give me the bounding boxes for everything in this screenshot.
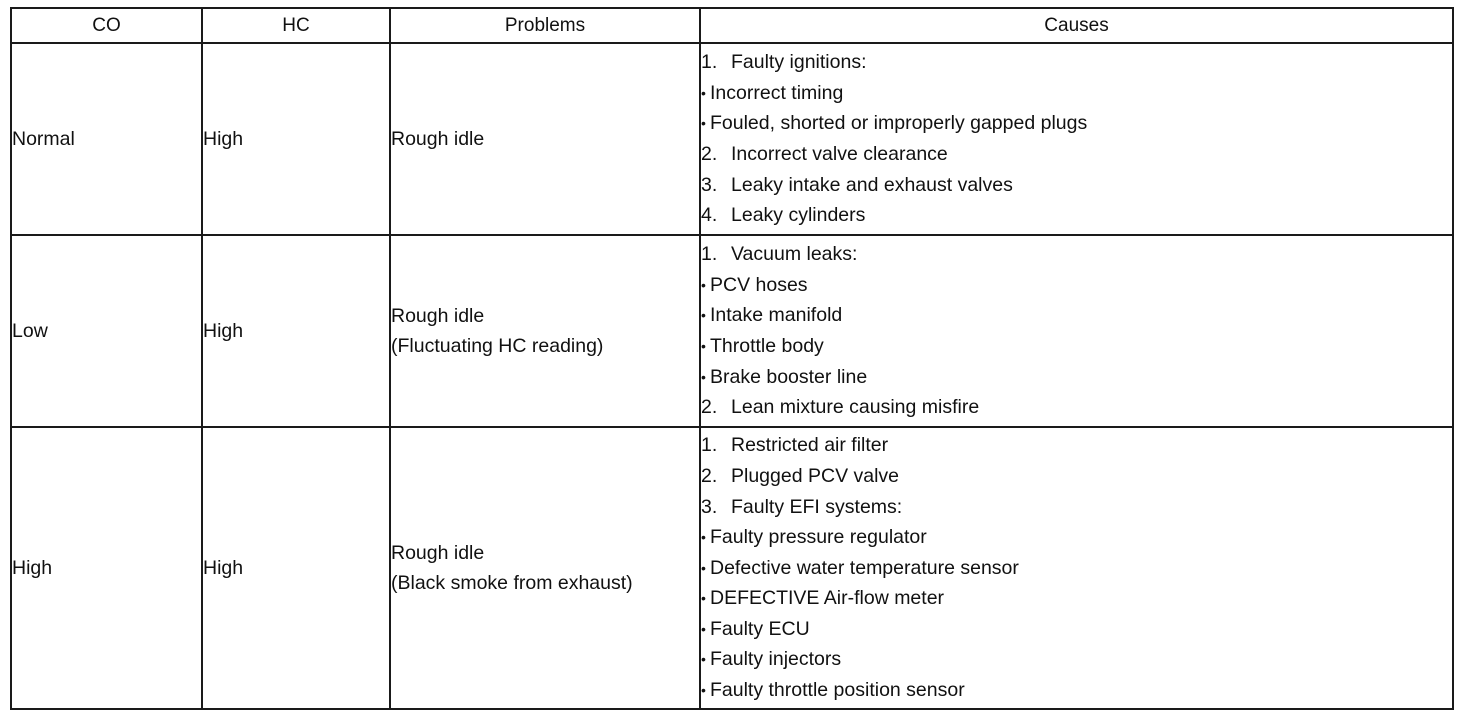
- table-row: [11, 43, 1453, 235]
- cause-text: DEFECTIVE Air-flow meter: [710, 587, 945, 610]
- cause-text: Fouled, shorted or improperly gapped plugs: [710, 112, 1088, 135]
- problem-line: (Fluctuating HC reading): [391, 335, 604, 357]
- co-cell: High: [11, 427, 202, 709]
- cause-text: Faulty injectors: [710, 648, 842, 671]
- bullet-icon: •: [701, 338, 706, 354]
- causes-cell: [700, 235, 1453, 427]
- cause-text: Incorrect timing: [710, 81, 844, 104]
- cause-bullet-item: [701, 362, 1452, 393]
- cause-text: Incorrect valve clearance: [731, 143, 948, 165]
- hc-cell: High: [202, 235, 390, 427]
- item-number: 3.: [701, 495, 718, 518]
- item-number: 2.: [701, 464, 718, 487]
- hc-cell: High: [202, 43, 390, 235]
- table-row: [11, 427, 1453, 709]
- item-number: 1.: [701, 51, 718, 74]
- causes-cell: [700, 427, 1453, 709]
- cause-numbered-item: [701, 139, 1452, 170]
- bullet-icon: •: [701, 590, 706, 607]
- co-cell: Low: [11, 235, 202, 427]
- item-number: 2.: [701, 143, 718, 165]
- header-co: CO: [11, 8, 202, 43]
- cause-numbered-item: [701, 200, 1452, 231]
- cause-text: Plugged PCV valve: [731, 464, 900, 487]
- causes-cell: [700, 43, 1453, 235]
- bullet-icon: •: [701, 276, 706, 293]
- bullet-icon: •: [701, 559, 706, 576]
- cause-numbered-item: [701, 392, 1452, 423]
- header-problems: Problems: [390, 8, 700, 43]
- cause-text: Faulty EFI systems:: [731, 495, 903, 518]
- problem-line: (Black smoke from exhaust): [391, 572, 633, 594]
- cause-text: Leaky intake and exhaust valves: [731, 173, 1013, 196]
- cause-text: Intake manifold: [710, 304, 843, 327]
- bullet-icon: •: [701, 307, 706, 324]
- cause-text: PCV hoses: [710, 273, 808, 296]
- cause-bullet-item: [701, 522, 1452, 553]
- cause-bullet-item: [701, 270, 1452, 301]
- problem-line: Rough idle: [391, 542, 485, 564]
- item-number: 2.: [701, 396, 718, 419]
- cause-bullet-item: [701, 300, 1452, 331]
- bullet-icon: •: [701, 620, 706, 637]
- header-hc: HC: [202, 8, 390, 43]
- bullet-icon: •: [701, 84, 706, 101]
- problems-cell: [390, 235, 700, 427]
- bullet-icon: •: [701, 529, 706, 546]
- co-cell: Normal: [11, 43, 202, 235]
- cause-text: Faulty ignitions:: [731, 51, 867, 74]
- cause-text: Defective water temperature sensor: [710, 556, 1019, 579]
- item-number: 1.: [701, 243, 718, 266]
- item-number: 1.: [701, 434, 718, 457]
- cause-numbered-item: [701, 430, 1452, 461]
- table-row: [11, 235, 1453, 427]
- bullet-icon: •: [701, 368, 706, 385]
- cause-text: Vacuum leaks:: [731, 243, 858, 266]
- diagnosis-table: [10, 7, 1454, 710]
- problem-line: Rough idle: [391, 305, 485, 327]
- cause-text: Brake booster line: [710, 365, 868, 388]
- problems-cell: [390, 427, 700, 709]
- cause-numbered-item: [701, 47, 1452, 78]
- cause-numbered-item: [701, 492, 1452, 523]
- item-number: 3.: [701, 173, 718, 196]
- cause-bullet-item: [701, 644, 1452, 675]
- cause-text: Lean mixture causing misfire: [731, 396, 980, 419]
- problems-cell: [390, 43, 700, 235]
- cause-bullet-item: [701, 583, 1452, 614]
- cause-numbered-item: [701, 170, 1452, 201]
- cause-text: Leaky cylinders: [731, 204, 866, 227]
- table-header: [11, 8, 1453, 43]
- cause-numbered-item: [701, 239, 1452, 270]
- cause-numbered-item: [701, 461, 1452, 492]
- cause-text: Faulty ECU: [710, 617, 810, 640]
- hc-cell: High: [202, 427, 390, 709]
- cause-bullet-item: [701, 614, 1452, 645]
- cause-bullet-item: [701, 331, 1452, 362]
- cause-text: Faulty throttle position sensor: [710, 679, 965, 702]
- problem-line: Rough idle: [391, 128, 485, 150]
- header-row: [11, 8, 1453, 43]
- cause-bullet-item: [701, 78, 1452, 109]
- cause-bullet-item: [701, 553, 1452, 584]
- bullet-icon: •: [701, 682, 706, 699]
- cause-text: Throttle body: [710, 335, 824, 357]
- bullet-icon: •: [701, 115, 706, 132]
- cause-text: Faulty pressure regulator: [710, 526, 927, 549]
- item-number: 4.: [701, 204, 718, 227]
- cause-text: Restricted air filter: [731, 434, 889, 457]
- header-causes: Causes: [700, 8, 1453, 43]
- cause-bullet-item: [701, 108, 1452, 139]
- table-body: [11, 43, 1453, 709]
- bullet-icon: •: [701, 651, 706, 668]
- cause-bullet-item: [701, 675, 1452, 706]
